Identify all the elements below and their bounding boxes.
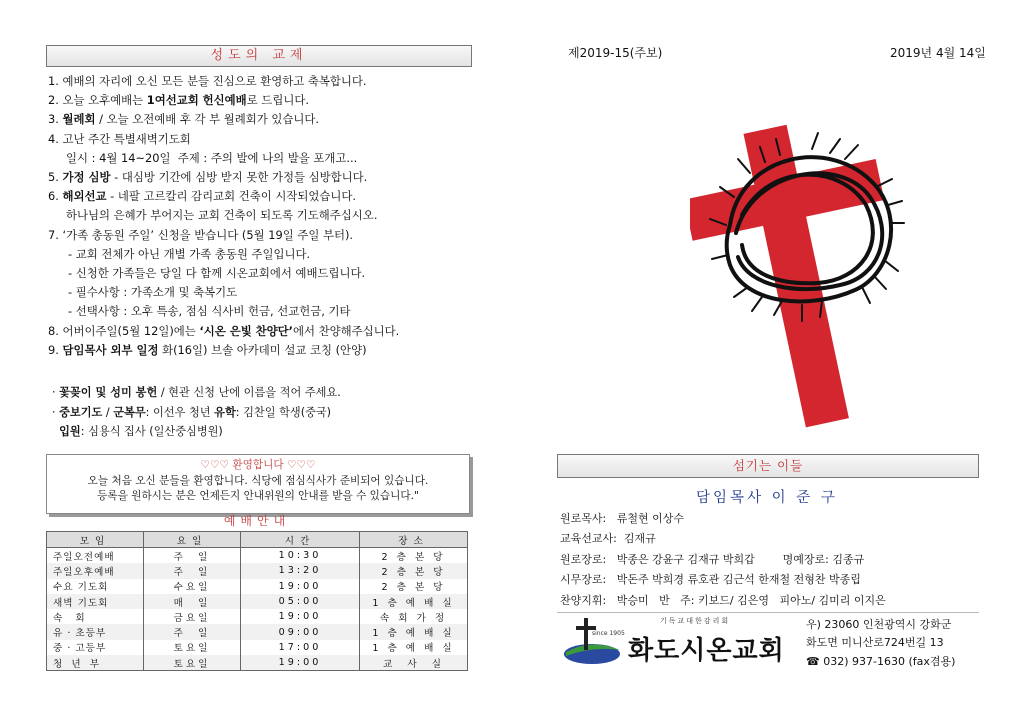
welcome-line-2: 등록을 원하시는 분은 언제든지 안내위원의 안내를 받을 수 있습니다." bbox=[97, 490, 419, 503]
issue-date: 2019년 4월 14일 bbox=[890, 46, 986, 60]
cell-place: 2 층 본 당 bbox=[360, 579, 468, 594]
announcement-item bbox=[48, 283, 478, 302]
cell-place: 1 층 예 배 실 bbox=[360, 594, 468, 609]
table-row bbox=[47, 579, 468, 594]
text-span: 5. bbox=[48, 170, 63, 185]
fellowship-header: 성도의 교제 bbox=[46, 45, 472, 67]
church-name: 화도시온교회 bbox=[628, 636, 785, 666]
cell-place: 2 층 본 당 bbox=[360, 548, 468, 564]
text-span: 로 드립니다. bbox=[246, 93, 309, 108]
col-header-day: 요일 bbox=[144, 532, 241, 548]
emphasis-text: 꽃꽂이 및 성미 봉헌 bbox=[59, 386, 158, 399]
text-span: - 신청한 가족들은 당일 다 함께 시온교회에서 예배드립니다. bbox=[68, 266, 366, 281]
cell-meeting: 속 회 bbox=[47, 609, 144, 624]
staff-list bbox=[560, 509, 886, 611]
text-span: : 이선우 청년 bbox=[145, 405, 215, 419]
text-span: 3. bbox=[48, 112, 63, 127]
welcome-line-1: 오늘 처음 오신 분들을 환영합니다. 식당에 점심식사가 준비되어 있습니다. bbox=[87, 474, 429, 487]
welcome-title: ♡♡♡ 환영합니다 ♡♡♡ bbox=[200, 459, 316, 471]
text-span: 9. bbox=[48, 342, 63, 357]
announcement-item bbox=[48, 322, 478, 341]
text-span: 화(16일) 브솔 아카데미 설교 코칭 (안양) bbox=[158, 342, 367, 357]
cell-time: 05:00 bbox=[241, 594, 360, 609]
text-span: / 현관 신청 난에 이름을 적어 주세요. bbox=[157, 386, 341, 399]
cell-time: 19:00 bbox=[241, 655, 360, 671]
cell-place: 교 사 실 bbox=[360, 655, 468, 671]
welcome-box bbox=[46, 454, 470, 514]
cell-meeting: 수요 기도회 bbox=[47, 579, 144, 594]
emphasis-text: 군복무 bbox=[113, 405, 146, 419]
cell-day: 토요일 bbox=[144, 655, 241, 671]
senior-pastor: 담임목사 이 준 구 bbox=[696, 490, 838, 506]
table-row bbox=[47, 640, 468, 655]
church-address bbox=[806, 616, 955, 671]
emphasis-text: 담임목사 외부 일정 bbox=[62, 342, 159, 357]
cell-day: 금요일 bbox=[144, 609, 241, 624]
cell-time: 10:30 bbox=[241, 548, 360, 564]
announcement-item bbox=[48, 110, 478, 129]
text-span: - 선택사항 : 오후 특송, 점심 식사비 헌금, 선교헌금, 기타 bbox=[68, 304, 351, 319]
church-logo bbox=[562, 616, 628, 668]
announcement-item bbox=[48, 130, 478, 149]
emphasis-text: 가정 심방 bbox=[62, 170, 111, 185]
denomination-label: 기독교대한감리회 bbox=[660, 617, 731, 625]
staff-line: 교육선교사: 김재규 bbox=[560, 532, 656, 546]
cell-time: 17:00 bbox=[241, 640, 360, 655]
announcement-list bbox=[48, 72, 478, 360]
table-row bbox=[47, 594, 468, 609]
service-guide-title: 예배안내 bbox=[223, 514, 291, 528]
announcement-item bbox=[48, 341, 478, 360]
staff-line: 원로장로: 박종은 강윤구 김재규 박희갑 명예장로: 김종규 bbox=[560, 552, 865, 566]
cell-place: 속 회 가 정 bbox=[360, 609, 468, 624]
note-item bbox=[52, 383, 482, 403]
text-span: 에서 찬양해주십니다. bbox=[293, 323, 400, 338]
cell-day: 주 일 bbox=[144, 624, 241, 639]
cross-with-thorns-image bbox=[690, 115, 910, 430]
staff-line: 시무장로: 박돈주 박희경 류호관 김근석 한재철 전형찬 박종립 bbox=[560, 573, 861, 587]
emphasis-text: 중보기도 bbox=[59, 405, 103, 419]
col-header-meeting: 모임 bbox=[47, 532, 144, 548]
text-span: - 필수사항 : 가족소개 및 축복기도 bbox=[68, 285, 238, 300]
announcement-item bbox=[48, 245, 478, 264]
text-span: 7. ‘가족 총동원 주일’ 신청을 받습니다 (5월 19일 주일 부터). bbox=[48, 227, 354, 242]
note-item bbox=[52, 422, 482, 442]
staff-line: 찬양지휘: 박승미 반 주: 키보드/ 김은영 피아노/ 김미리 이지은 bbox=[560, 593, 886, 607]
cell-day: 주 일 bbox=[144, 563, 241, 578]
cell-meeting: 유 · 초등부 bbox=[47, 624, 144, 639]
emphasis-text: 입원 bbox=[59, 425, 81, 439]
text-span: - 대심방 기간에 심방 받지 못한 가정들 심방합니다. bbox=[110, 170, 368, 185]
text-span: 하나님의 은혜가 부어지는 교회 건축이 되도록 기도해주십시오. bbox=[66, 208, 378, 223]
text-span: 1. 예배의 자리에 오신 모든 분들 진심으로 환영하고 축복합니다. bbox=[48, 74, 367, 88]
text-span: - 교회 전체가 아닌 개별 가족 총동원 주일입니다. bbox=[68, 246, 311, 261]
text-span: - 네팔 고르칼리 감리교회 건축이 시작되었습니다. bbox=[106, 189, 357, 204]
emphasis-text: ‘시온 은빛 찬양단’ bbox=[199, 323, 293, 338]
col-header-place: 장소 bbox=[360, 532, 468, 548]
table-row bbox=[47, 655, 468, 671]
text-span: · bbox=[52, 386, 60, 399]
cell-day: 토요일 bbox=[144, 640, 241, 655]
text-span: · bbox=[52, 405, 60, 419]
cell-day: 주 일 bbox=[144, 548, 241, 564]
table-row bbox=[47, 609, 468, 624]
cell-time: 09:00 bbox=[241, 624, 360, 639]
table-row bbox=[47, 548, 468, 564]
servants-header: 섬기는 이들 bbox=[557, 454, 979, 478]
cell-time: 19:00 bbox=[241, 579, 360, 594]
cell-day: 매 일 bbox=[144, 594, 241, 609]
announcement-item bbox=[48, 226, 478, 245]
announcement-item bbox=[48, 168, 478, 187]
emphasis-text: 월례회 bbox=[62, 112, 96, 127]
text-span: : 김찬일 학생(중국) bbox=[235, 405, 332, 419]
emphasis-text: 1여선교회 헌신예배 bbox=[146, 93, 247, 108]
prayer-notes bbox=[52, 383, 482, 442]
cell-place: 2 층 본 당 bbox=[360, 563, 468, 578]
cell-meeting: 청 년 부 bbox=[47, 655, 144, 671]
announcement-item bbox=[48, 302, 478, 321]
cell-meeting: 중 · 고등부 bbox=[47, 640, 144, 655]
service-table bbox=[46, 531, 468, 671]
announcement-item bbox=[48, 149, 478, 168]
announcement-item bbox=[48, 264, 478, 283]
address-line-2: 화도면 미니산로724번길 13 bbox=[806, 636, 944, 650]
logo-since: since 1905 bbox=[592, 630, 625, 637]
text-span: / bbox=[102, 405, 114, 419]
cell-meeting: 새벽 기도회 bbox=[47, 594, 144, 609]
note-item bbox=[52, 403, 482, 423]
table-row bbox=[47, 563, 468, 578]
cell-place: 1 층 예 배 실 bbox=[360, 640, 468, 655]
text-span: 4. 고난 주간 특별새벽기도회 bbox=[48, 131, 191, 146]
cell-time: 13:20 bbox=[241, 563, 360, 578]
text-span: 일시 : 4월 14~20일 주제 : 주의 발에 나의 발을 포개고... bbox=[66, 150, 358, 165]
emphasis-text: 해외선교 bbox=[62, 189, 107, 204]
text-span: 6. bbox=[48, 189, 63, 204]
cell-place: 1 층 예 배 실 bbox=[360, 624, 468, 639]
announcement-item bbox=[48, 72, 478, 91]
cell-meeting: 주일오전예배 bbox=[47, 548, 144, 564]
announcement-item bbox=[48, 91, 478, 110]
emphasis-text: 유학 bbox=[214, 405, 236, 419]
issue-number: 제2019-15(주보) bbox=[568, 46, 663, 60]
cell-meeting: 주일오후예배 bbox=[47, 563, 144, 578]
address-line-1: 우) 23060 인천광역시 강화군 bbox=[806, 618, 952, 631]
announcement-item bbox=[48, 187, 478, 206]
cell-day: 수요일 bbox=[144, 579, 241, 594]
staff-line: 원로목사: 류철현 이상수 bbox=[560, 512, 684, 525]
text-span: 8. 어버이주일(5월 12일)에는 bbox=[48, 323, 200, 338]
text-span: : 심용식 집사 (일산중심병원) bbox=[80, 425, 223, 439]
table-row bbox=[47, 624, 468, 639]
text-span: / 오늘 오전예배 후 각 부 월례회가 있습니다. bbox=[95, 112, 319, 127]
phone-number: ☎ 032) 937-1630 (fax겸용) bbox=[806, 654, 956, 668]
col-header-time: 시간 bbox=[241, 532, 360, 548]
announcement-item bbox=[48, 206, 478, 225]
cell-time: 19:00 bbox=[241, 609, 360, 624]
text-span: 2. 오늘 오후예배는 bbox=[48, 93, 147, 108]
